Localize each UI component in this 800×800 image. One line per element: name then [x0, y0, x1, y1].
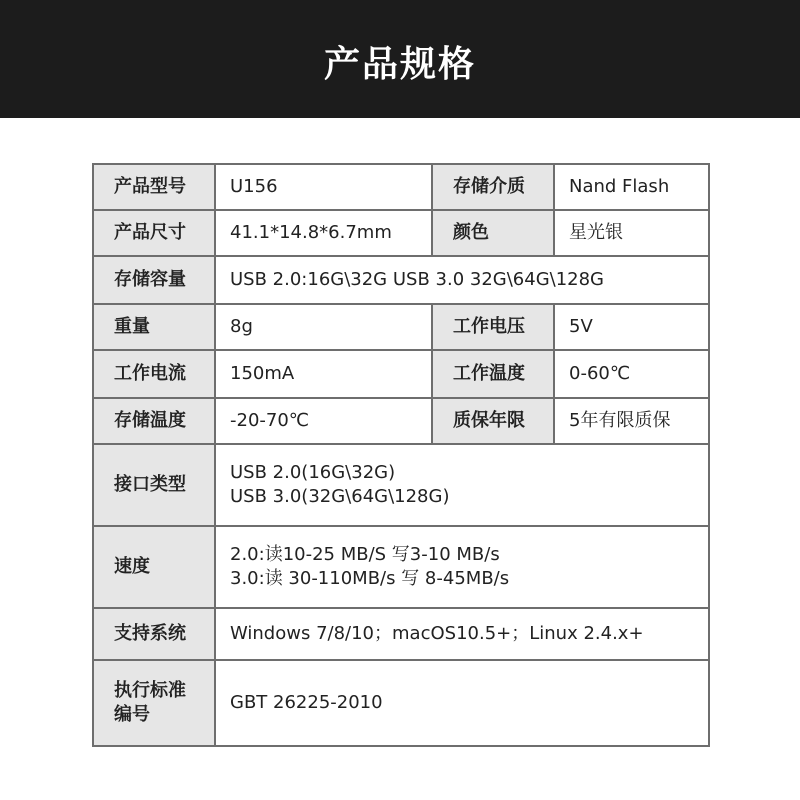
storage-medium-label: 存储介质 — [432, 164, 554, 210]
capacity-value: USB 2.0:16G\32G USB 3.0 32G\64G\128G — [215, 256, 709, 304]
table-row — [93, 256, 709, 304]
interface-line: USB 2.0(16G\32G) — [230, 462, 396, 483]
warranty-value: 5年有限质保 — [554, 398, 709, 444]
table-row — [93, 210, 709, 256]
spec-table — [92, 163, 710, 747]
storage-temp-label: 存储温度 — [93, 398, 215, 444]
page-header — [0, 0, 800, 118]
current-value: 150mA — [215, 350, 432, 398]
work-temp-value: 0-60℃ — [554, 350, 709, 398]
table-row — [93, 164, 709, 210]
model-label: 产品型号 — [93, 164, 215, 210]
table-row — [93, 608, 709, 660]
warranty-label: 质保年限 — [432, 398, 554, 444]
size-value: 41.1*14.8*6.7mm — [215, 210, 432, 256]
capacity-label: 存储容量 — [93, 256, 215, 304]
table-row — [93, 444, 709, 526]
page-title: 产品规格 — [323, 43, 476, 85]
color-label: 颜色 — [432, 210, 554, 256]
standard-value: GBT 26225-2010 — [215, 660, 709, 746]
storage-temp-value: -20-70℃ — [215, 398, 432, 444]
voltage-label: 工作电压 — [432, 304, 554, 350]
size-label: 产品尺寸 — [93, 210, 215, 256]
interface-label: 接口类型 — [93, 444, 215, 526]
speed-value — [215, 526, 709, 608]
current-label: 工作电流 — [93, 350, 215, 398]
weight-label: 重量 — [93, 304, 215, 350]
standard-label — [93, 660, 215, 746]
speed-line: 3.0:读 30-110MB/s 写 8-45MB/s — [230, 568, 510, 589]
interface-value — [215, 444, 709, 526]
os-value: Windows 7/8/10；macOS10.5+；Linux 2.4.x+ — [215, 608, 709, 660]
weight-value: 8g — [215, 304, 432, 350]
standard-label-line: 编号 — [114, 704, 150, 725]
os-label: 支持系统 — [93, 608, 215, 660]
standard-label-line: 执行标准 — [114, 680, 186, 701]
table-row — [93, 304, 709, 350]
storage-medium-value: Nand Flash — [554, 164, 709, 210]
work-temp-label: 工作温度 — [432, 350, 554, 398]
color-value: 星光银 — [554, 210, 709, 256]
table-row — [93, 398, 709, 444]
speed-line: 2.0:读10-25 MB/S 写3-10 MB/s — [230, 544, 500, 565]
speed-label: 速度 — [93, 526, 215, 608]
interface-line: USB 3.0(32G\64G\128G) — [230, 486, 450, 507]
table-row — [93, 660, 709, 746]
table-row — [93, 526, 709, 608]
model-value: U156 — [215, 164, 432, 210]
table-row — [93, 350, 709, 398]
voltage-value: 5V — [554, 304, 709, 350]
